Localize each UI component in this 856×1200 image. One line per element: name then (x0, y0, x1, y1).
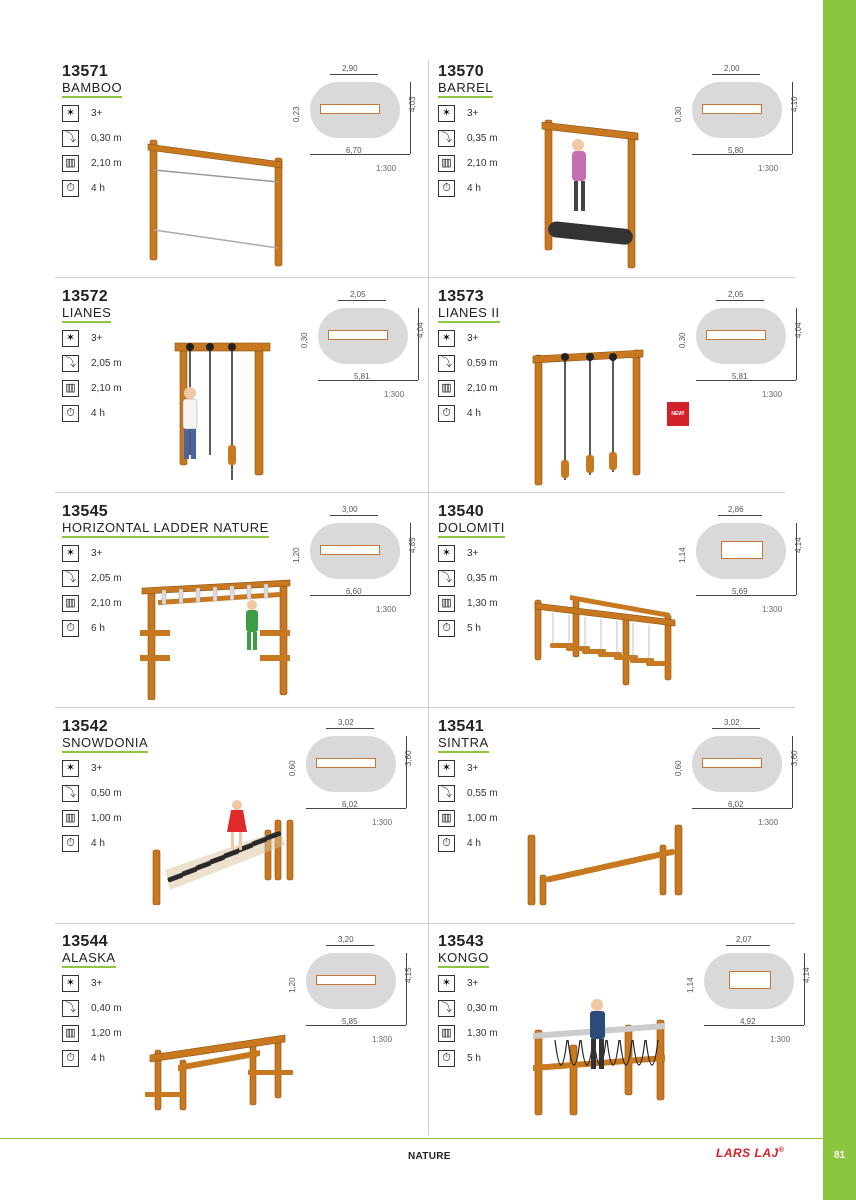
spec-value: 0,30 m (467, 1003, 498, 1014)
width-dimension-line (330, 515, 378, 516)
age-group-icon: ✶ (438, 975, 455, 992)
installation-time-icon: ⏱ (438, 180, 455, 197)
product-name: ALASKA (62, 950, 116, 968)
product-number: 13542 (62, 718, 108, 735)
length-dimension: 5,85 (342, 1017, 358, 1026)
spec-value: 4 h (467, 408, 481, 419)
spec-value: 4 h (91, 408, 105, 419)
installation-time-icon: ⏱ (438, 405, 455, 422)
product-illustration (145, 790, 300, 905)
product-name: SINTRA (438, 735, 489, 753)
equipment-footprint (729, 971, 771, 989)
depth-dimension-line (418, 308, 419, 380)
spec-value: 3+ (91, 548, 103, 559)
row-divider (55, 277, 795, 278)
equipment-footprint (721, 541, 763, 559)
spec-value: 4 h (91, 1053, 105, 1064)
floor-plan (290, 503, 420, 623)
depth-dimension: 4,14 (802, 967, 811, 983)
length-dimension: 5,81 (732, 372, 748, 381)
product-number: 13571 (62, 63, 108, 80)
product-number: 13572 (62, 288, 108, 305)
fall-height-icon: ⤵ (438, 130, 455, 147)
offset-dimension: 1,20 (292, 547, 301, 563)
fall-height-icon: ⤵ (62, 1000, 79, 1017)
spec-value: 3+ (91, 108, 103, 119)
fall-height-icon: ⤵ (438, 570, 455, 587)
product-name: DOLOMITI (438, 520, 505, 538)
width-dimension-line (338, 300, 386, 301)
floor-plan (286, 933, 416, 1053)
offset-dimension: 1,20 (288, 977, 297, 993)
spec-value: 1,00 m (91, 813, 122, 824)
product-number: 13544 (62, 933, 108, 950)
depth-dimension-line (792, 736, 793, 808)
age-group-icon: ✶ (62, 545, 79, 562)
spec-value: 3+ (467, 548, 479, 559)
spec-value: 1,30 m (467, 1028, 498, 1039)
fall-height-icon: ⤵ (438, 785, 455, 802)
spec-value: 0,35 m (467, 573, 498, 584)
depth-dimension-line (410, 82, 411, 154)
depth-dimension: 4,14 (794, 537, 803, 553)
user-height-icon: ▥ (62, 155, 79, 172)
spec-value: 2,10 m (91, 598, 122, 609)
product-illustration (530, 115, 645, 270)
depth-dimension: 3,60 (404, 750, 413, 766)
width-dimension: 3,02 (338, 718, 354, 727)
plan-scale: 1:300 (376, 605, 397, 614)
plan-scale: 1:300 (758, 164, 779, 173)
user-height-icon: ▥ (62, 595, 79, 612)
equipment-footprint (316, 975, 376, 985)
width-dimension-line (326, 945, 374, 946)
width-dimension-line (726, 945, 770, 946)
age-group-icon: ✶ (438, 760, 455, 777)
brand-logo (716, 1146, 784, 1160)
equipment-footprint (328, 330, 388, 340)
width-dimension: 2,86 (728, 505, 744, 514)
installation-time-icon: ⏱ (62, 180, 79, 197)
user-height-icon: ▥ (438, 380, 455, 397)
product-illustration (130, 560, 305, 700)
plan-scale: 1:300 (384, 390, 405, 399)
product-number: 13545 (62, 503, 108, 520)
product-illustration (525, 340, 660, 490)
footer-section-title: NATURE (408, 1151, 451, 1162)
spec-value: 3+ (91, 333, 103, 344)
age-group-icon: ✶ (62, 330, 79, 347)
spec-value: 2,05 m (91, 573, 122, 584)
age-group-icon: ✶ (438, 105, 455, 122)
spec-value: 4 h (91, 183, 105, 194)
age-group-icon: ✶ (62, 105, 79, 122)
spec-value: 3+ (467, 763, 479, 774)
depth-dimension-line (406, 953, 407, 1025)
spec-value: 0,30 m (91, 133, 122, 144)
spec-value: 0,59 m (467, 358, 498, 369)
spec-value: 4 h (467, 183, 481, 194)
offset-dimension: 0,60 (288, 760, 297, 776)
age-group-icon: ✶ (438, 330, 455, 347)
plan-scale: 1:300 (762, 390, 783, 399)
installation-time-icon: ⏱ (438, 1050, 455, 1067)
age-group-icon: ✶ (62, 975, 79, 992)
registered-mark: ® (778, 1147, 785, 1154)
offset-dimension: 1,14 (686, 977, 695, 993)
spec-value: 2,05 m (91, 358, 122, 369)
equipment-footprint (320, 104, 380, 114)
floor-plan (672, 62, 802, 182)
spec-value: 3+ (91, 763, 103, 774)
installation-time-icon: ⏱ (438, 835, 455, 852)
length-dimension: 6,02 (342, 800, 358, 809)
depth-dimension: 3,60 (790, 750, 799, 766)
depth-dimension-line (406, 736, 407, 808)
depth-dimension-line (792, 82, 793, 154)
user-height-icon: ▥ (438, 1025, 455, 1042)
spec-value: 2,10 m (467, 158, 498, 169)
offset-dimension: 0,30 (678, 332, 687, 348)
product-name: LIANES II (438, 305, 500, 323)
width-dimension-line (326, 728, 374, 729)
depth-dimension: 4,10 (790, 96, 799, 112)
width-dimension: 3,20 (338, 935, 354, 944)
spec-value: 0,50 m (91, 788, 122, 799)
width-dimension-line (718, 515, 762, 516)
product-number: 13570 (438, 63, 484, 80)
depth-dimension: 4,15 (404, 967, 413, 983)
depth-dimension-line (410, 523, 411, 595)
plan-scale: 1:300 (770, 1035, 791, 1044)
user-height-icon: ▥ (438, 810, 455, 827)
width-dimension: 3,02 (724, 718, 740, 727)
installation-time-icon: ⏱ (438, 620, 455, 637)
product-name: SNOWDONIA (62, 735, 148, 753)
plan-scale: 1:300 (372, 818, 393, 827)
user-height-icon: ▥ (438, 595, 455, 612)
offset-dimension: 0,23 (292, 106, 301, 122)
spec-value: 2,10 m (91, 383, 122, 394)
spec-value: 1,20 m (91, 1028, 122, 1039)
width-dimension: 2,05 (728, 290, 744, 299)
spec-value: 0,40 m (91, 1003, 122, 1014)
brand-name: LARS LAJ (716, 1146, 779, 1160)
spec-value: 3+ (467, 108, 479, 119)
product-illustration (525, 995, 675, 1120)
installation-time-icon: ⏱ (62, 1050, 79, 1067)
offset-dimension: 1,14 (678, 547, 687, 563)
floor-plan (676, 503, 806, 623)
product-number: 13541 (438, 718, 484, 735)
length-dimension: 6,60 (346, 587, 362, 596)
offset-dimension: 0,30 (300, 332, 309, 348)
depth-dimension-line (796, 308, 797, 380)
product-illustration (130, 130, 300, 270)
depth-dimension: 4,04 (416, 322, 425, 338)
fall-height-icon: ⤵ (438, 355, 455, 372)
width-dimension-line (716, 300, 764, 301)
width-dimension: 3,00 (342, 505, 358, 514)
depth-dimension: 4,04 (794, 322, 803, 338)
product-number: 13540 (438, 503, 484, 520)
width-dimension-line (712, 728, 760, 729)
length-dimension: 5,80 (728, 146, 744, 155)
length-dimension: 4,92 (740, 1017, 756, 1026)
floor-plan (286, 716, 416, 836)
spec-value: 5 h (467, 1053, 481, 1064)
depth-dimension: 4,85 (408, 537, 417, 553)
product-number: 13543 (438, 933, 484, 950)
fall-height-icon: ⤵ (62, 355, 79, 372)
depth-dimension-line (796, 523, 797, 595)
plan-scale: 1:300 (372, 1035, 393, 1044)
floor-plan (298, 288, 428, 408)
plan-scale: 1:300 (376, 164, 397, 173)
product-illustration (525, 585, 685, 695)
fall-height-icon: ⤵ (62, 785, 79, 802)
product-name: BARREL (438, 80, 493, 98)
product-illustration (140, 1030, 300, 1120)
spec-value: 0,55 m (467, 788, 498, 799)
spec-value: 3+ (467, 333, 479, 344)
fall-height-icon: ⤵ (438, 1000, 455, 1017)
user-height-icon: ▥ (438, 155, 455, 172)
length-dimension: 6,70 (346, 146, 362, 155)
width-dimension: 2,00 (724, 64, 740, 73)
spec-value: 3+ (467, 978, 479, 989)
floor-plan (290, 62, 420, 182)
width-dimension: 2,07 (736, 935, 752, 944)
spec-value: 3+ (91, 978, 103, 989)
spec-value: 1,30 m (467, 598, 498, 609)
product-illustration (160, 335, 285, 485)
equipment-footprint (316, 758, 376, 768)
equipment-footprint (702, 104, 762, 114)
green-sidebar (823, 0, 856, 1200)
width-dimension-line (330, 74, 378, 75)
new-badge: NEW! (667, 402, 689, 426)
spec-value: 0,35 m (467, 133, 498, 144)
product-name: HORIZONTAL LADDER NATURE (62, 520, 269, 538)
spec-value: 2,10 m (91, 158, 122, 169)
equipment-footprint (706, 330, 766, 340)
length-dimension: 5,81 (354, 372, 370, 381)
width-dimension-line (712, 74, 760, 75)
floor-plan (684, 933, 814, 1053)
age-group-icon: ✶ (438, 545, 455, 562)
spec-value: 4 h (91, 838, 105, 849)
user-height-icon: ▥ (62, 810, 79, 827)
product-name: LIANES (62, 305, 111, 323)
page-number: 81 (833, 1150, 846, 1161)
plan-scale: 1:300 (762, 605, 783, 614)
installation-time-icon: ⏱ (62, 620, 79, 637)
equipment-footprint (702, 758, 762, 768)
spec-value: 5 h (467, 623, 481, 634)
product-illustration (520, 815, 695, 910)
floor-plan (676, 288, 806, 408)
spec-value: 6 h (91, 623, 105, 634)
fall-height-icon: ⤵ (62, 570, 79, 587)
width-dimension: 2,05 (350, 290, 366, 299)
plan-scale: 1:300 (758, 818, 779, 827)
product-name: BAMBOO (62, 80, 122, 98)
spec-value: 2,10 m (467, 383, 498, 394)
length-dimension: 5,69 (732, 587, 748, 596)
spec-value: 1,00 m (467, 813, 498, 824)
product-name: KONGO (438, 950, 489, 968)
length-dimension: 6,02 (728, 800, 744, 809)
equipment-footprint (320, 545, 380, 555)
user-height-icon: ▥ (62, 380, 79, 397)
width-dimension: 2,90 (342, 64, 358, 73)
depth-dimension-line (804, 953, 805, 1025)
user-height-icon: ▥ (62, 1025, 79, 1042)
depth-dimension: 4,03 (408, 96, 417, 112)
offset-dimension: 0,60 (674, 760, 683, 776)
offset-dimension: 0,30 (674, 106, 683, 122)
spec-value: 4 h (467, 838, 481, 849)
installation-time-icon: ⏱ (62, 405, 79, 422)
age-group-icon: ✶ (62, 760, 79, 777)
installation-time-icon: ⏱ (62, 835, 79, 852)
fall-height-icon: ⤵ (62, 130, 79, 147)
product-number: 13573 (438, 288, 484, 305)
